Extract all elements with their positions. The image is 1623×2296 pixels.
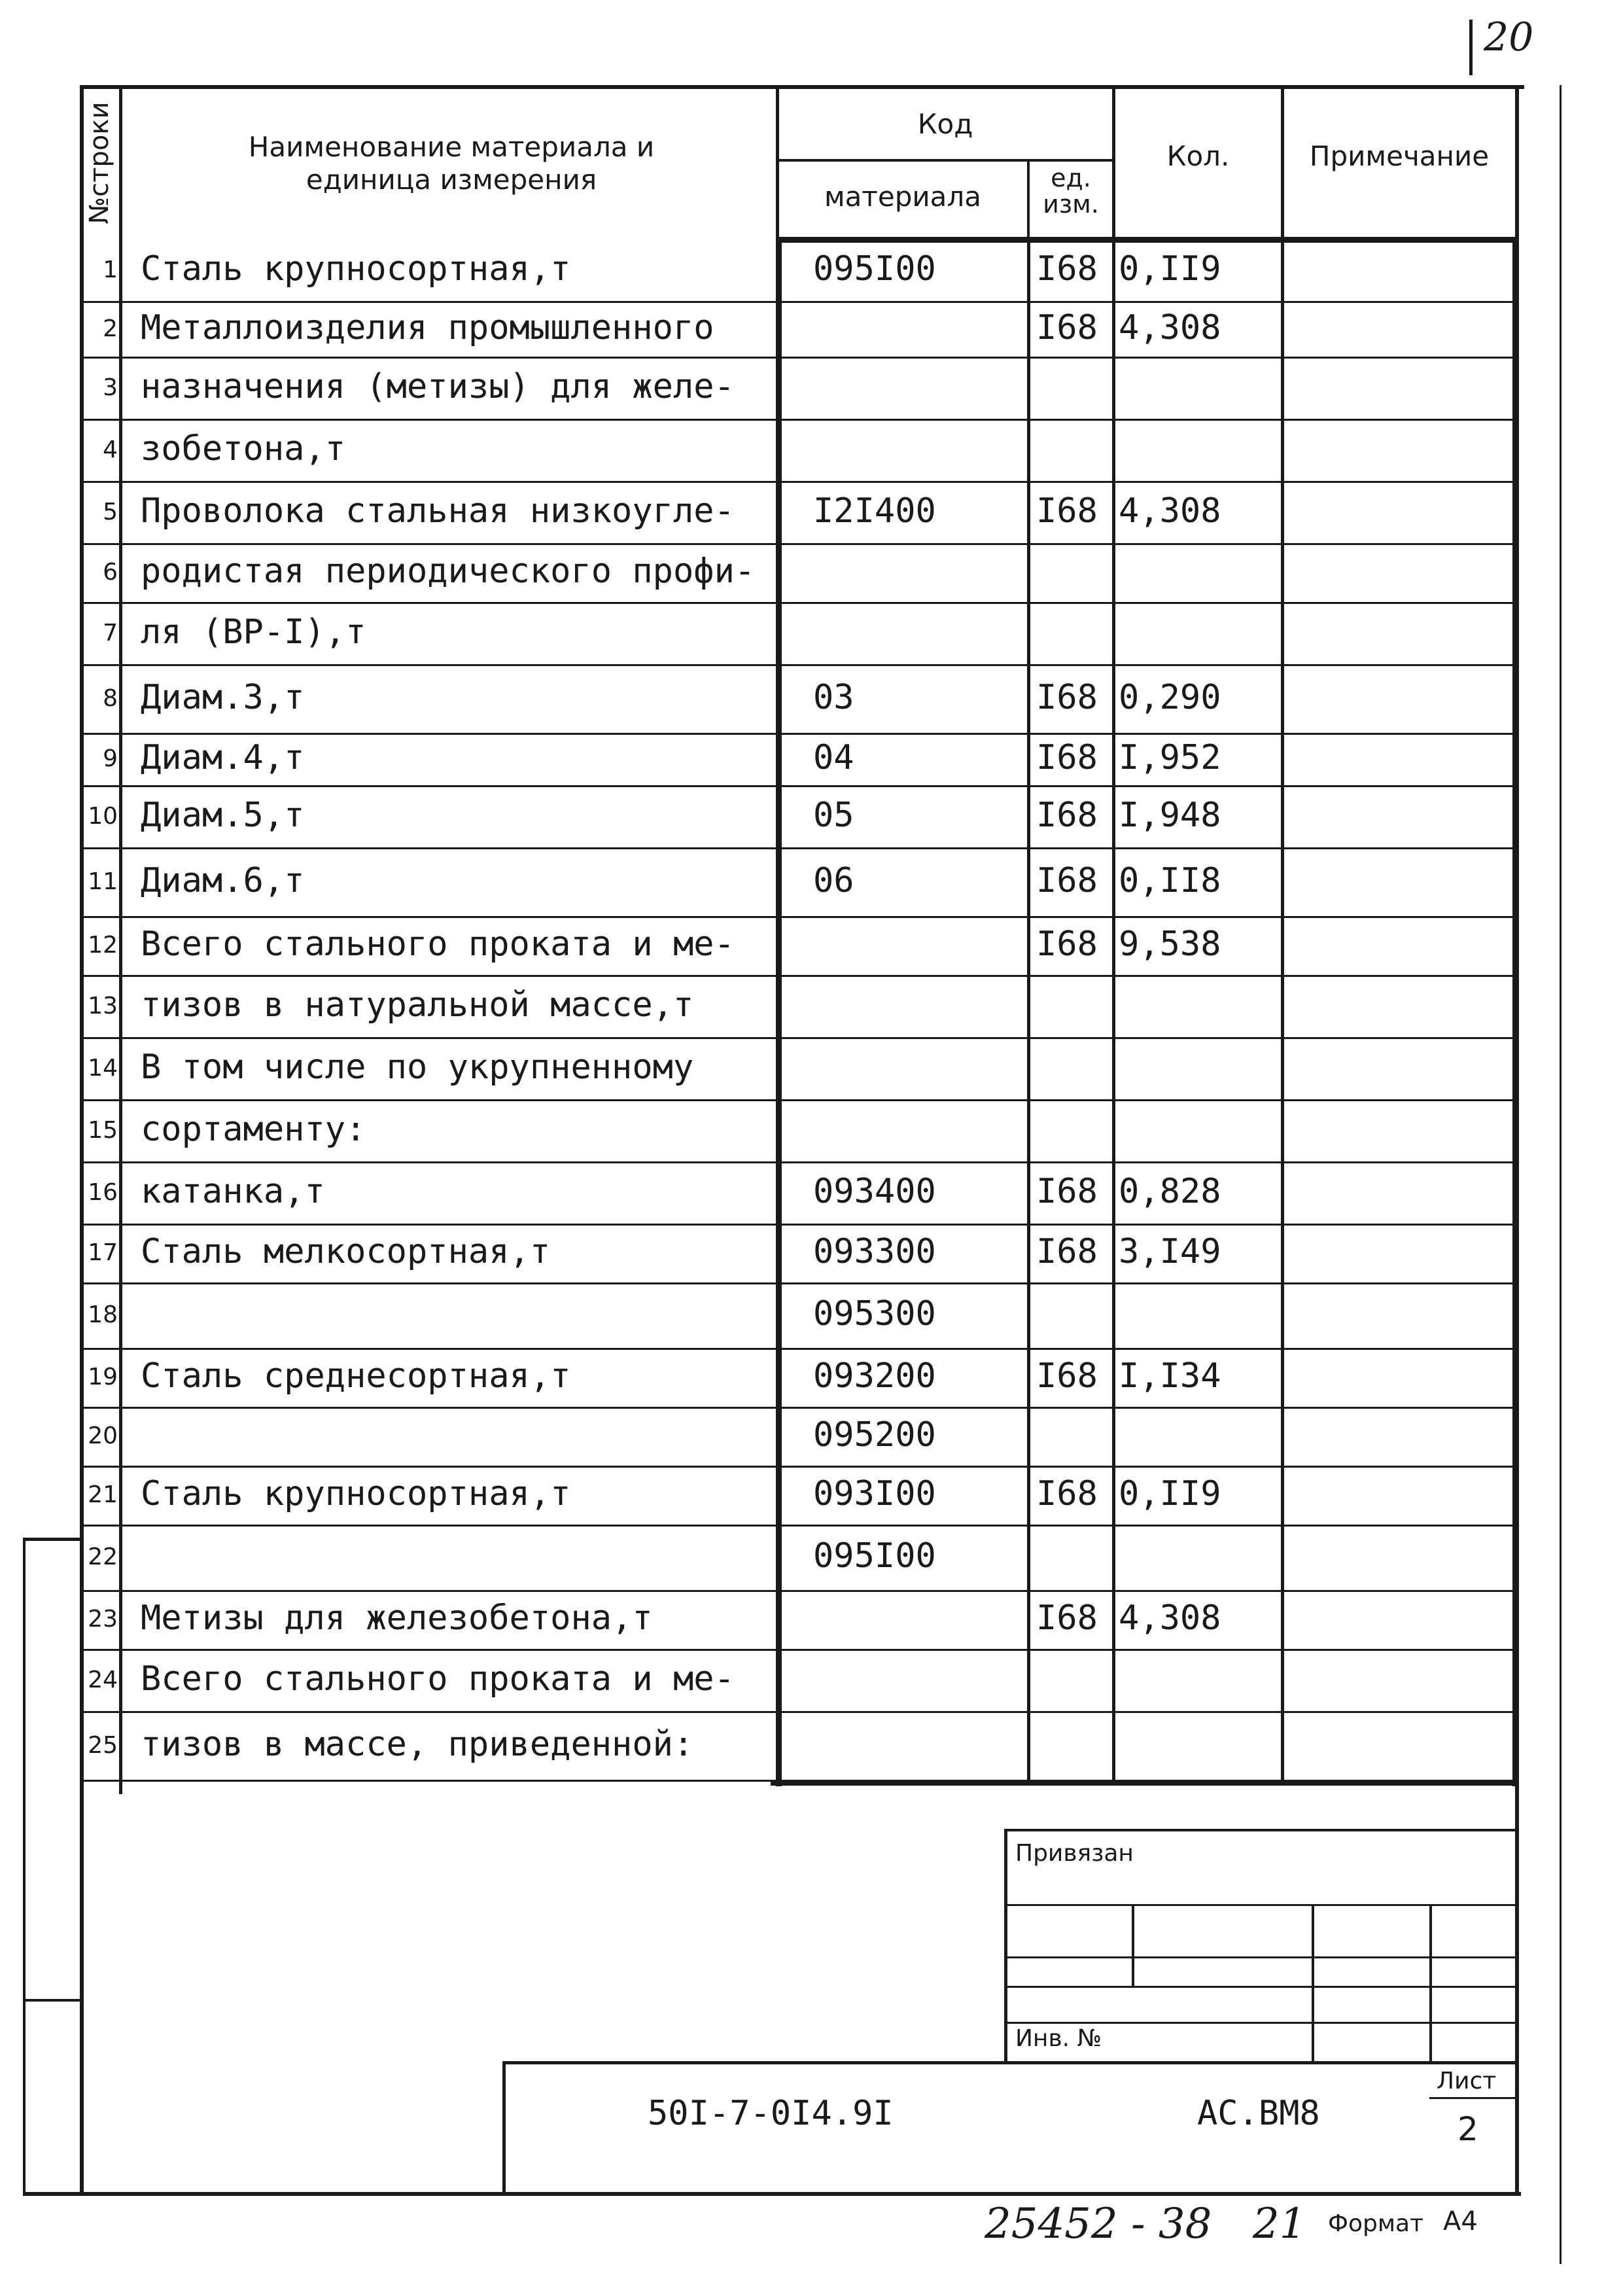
row-number: 9 [103, 745, 118, 772]
row-divider [84, 357, 1515, 359]
row-divider [84, 916, 1515, 918]
body-border-left [776, 237, 782, 1786]
row-divider [84, 664, 1515, 666]
row-number: 18 [88, 1301, 118, 1328]
row-number: 13 [88, 992, 118, 1019]
row-divider [84, 847, 1515, 849]
binding-strip-left [23, 1538, 26, 2195]
stamp-attached: Привязан [1015, 1840, 1134, 1867]
row-divider [84, 301, 1515, 303]
format-value: А4 [1443, 2206, 1478, 2236]
row-number: 17 [88, 1239, 118, 1266]
unit-code: I68 [1036, 1171, 1098, 1211]
header-row-no: №строки [84, 101, 114, 224]
page-edge-line [1560, 85, 1562, 2264]
row-number: 19 [88, 1364, 118, 1390]
material-code: 06 [813, 860, 854, 900]
material-name: родистая периодического профи- [141, 552, 756, 591]
header-name: Наименование материала и единица измерения [248, 131, 655, 196]
row-number: 11 [88, 868, 118, 895]
material-name: катанка,т [141, 1171, 325, 1211]
qty-col-line [1112, 239, 1115, 1780]
row-number: 22 [88, 1544, 118, 1570]
row-number: 15 [88, 1116, 118, 1144]
unit-code: I68 [1036, 925, 1098, 964]
stamp-row3 [1004, 1986, 1518, 1988]
row-number: 6 [103, 559, 118, 586]
row-divider [84, 543, 1515, 545]
material-name: тизов в массе, приведенной: [141, 1724, 694, 1764]
quantity: 4,308 [1119, 491, 1221, 531]
material-name: Диам.3,т [141, 677, 305, 717]
unit-code: I68 [1036, 1598, 1098, 1638]
frame-top [80, 85, 1524, 89]
row-divider [84, 1649, 1515, 1651]
material-name: Всего стального проката и ме- [141, 925, 735, 964]
material-code: 05 [813, 795, 854, 835]
unit-code: I68 [1036, 308, 1098, 347]
unit-code: I68 [1036, 860, 1098, 900]
unit-code: I68 [1036, 677, 1098, 717]
header-code-split [776, 159, 1114, 162]
unit-code: I68 [1036, 249, 1098, 289]
material-code: 095300 [813, 1294, 936, 1333]
row-divider [84, 419, 1515, 421]
row-number: 2 [103, 315, 118, 342]
row-number: 12 [88, 932, 118, 959]
row-number: 25 [88, 1731, 118, 1759]
quantity: 4,308 [1119, 1598, 1221, 1638]
binding-strip-mid [23, 1999, 83, 2002]
row-number: 21 [88, 1481, 118, 1508]
unit-code: I68 [1036, 1474, 1098, 1513]
quantity: I,952 [1119, 738, 1221, 777]
row-divider [84, 1466, 1515, 1468]
row-number: 7 [103, 619, 118, 646]
quantity: I,I34 [1119, 1356, 1221, 1396]
stamp-col2 [1312, 1904, 1314, 2064]
corner-divider [1469, 20, 1473, 75]
row-divider [84, 1099, 1515, 1101]
stamp-col1 [1132, 1904, 1134, 1986]
sheet-box-split [1429, 2097, 1518, 2099]
doc-code: 50I-7-0I4.9I [648, 2094, 894, 2133]
header-note: Примечание [1309, 140, 1490, 172]
row-divider [84, 1711, 1515, 1713]
doc-mark: АС.ВМ8 [1197, 2094, 1320, 2133]
header-code: Код [917, 108, 973, 140]
row-divider [84, 602, 1515, 604]
stamp-col3 [1429, 1904, 1432, 2064]
row-divider [84, 1282, 1515, 1284]
material-name: Проволока стальная низкоугле- [141, 491, 735, 531]
quantity: 0,828 [1119, 1171, 1221, 1211]
material-code: I2I400 [813, 491, 936, 531]
row-divider [84, 733, 1515, 735]
header-row-no-cell [80, 88, 119, 238]
unit-code: I68 [1036, 738, 1098, 777]
row-number: 3 [103, 374, 118, 401]
material-name: Металлоизделия промышленного [141, 308, 714, 347]
quantity: 9,538 [1119, 925, 1221, 964]
handwritten-page: 21 [1253, 2200, 1306, 2248]
handwritten-number: 25452 - 38 [985, 2200, 1212, 2248]
material-name: Диам.4,т [141, 738, 305, 777]
row-divider [84, 1525, 1515, 1527]
material-name: Метизы для железобетона,т [141, 1598, 653, 1638]
header-material: материала [824, 181, 981, 213]
material-name: сортаменту: [141, 1109, 366, 1149]
material-name: ля (ВР-I),т [141, 612, 366, 652]
body-border-top [776, 237, 1516, 243]
material-code: 04 [813, 738, 854, 777]
rownum-col-line [119, 85, 122, 1794]
material-code: 093I00 [813, 1474, 936, 1513]
material-name: Всего стального проката и ме- [141, 1659, 735, 1699]
sheet-label: Лист [1437, 2068, 1497, 2094]
quantity: 0,II9 [1119, 1474, 1221, 1513]
row-divider [84, 1348, 1515, 1350]
material-name: Сталь среднесортная,т [141, 1356, 571, 1396]
quantity: 3,I49 [1119, 1232, 1221, 1271]
material-code: 093200 [813, 1356, 936, 1396]
unit-code: I68 [1036, 795, 1098, 835]
row-divider [84, 975, 1515, 977]
row-number: 20 [88, 1422, 118, 1449]
row-number: 8 [103, 684, 118, 712]
row-divider [84, 1780, 1515, 1782]
material-code: 093300 [813, 1232, 936, 1271]
stamp-inv-no: Инв. № [1015, 2025, 1102, 2052]
row-number: 14 [88, 1054, 118, 1082]
material-code: 095I00 [813, 1536, 936, 1576]
unit-code: I68 [1036, 491, 1098, 531]
row-divider [84, 1037, 1515, 1039]
corner-sheet-mark: 20 [1484, 14, 1534, 60]
material-name: В том числе по укрупненному [141, 1047, 694, 1087]
binding-strip-top [23, 1538, 83, 1541]
row-number: 23 [88, 1606, 118, 1633]
material-name: Сталь мелкосортная,т [141, 1232, 551, 1271]
row-divider [84, 785, 1515, 787]
stamp-row2 [1004, 1956, 1518, 1958]
frame-bottom [23, 2192, 1521, 2196]
titleblock-left [502, 2061, 506, 2195]
row-divider [84, 1590, 1515, 1592]
material-name: Сталь крупносортная,т [141, 1474, 571, 1513]
row-divider [84, 1161, 1515, 1163]
row-number: 1 [103, 256, 118, 283]
material-name: зобетона,т [141, 429, 346, 468]
row-number: 4 [103, 436, 118, 463]
material-code: 095200 [813, 1415, 936, 1455]
row-number: 24 [88, 1666, 118, 1693]
stamp-row4 [1004, 2022, 1518, 2024]
row-number: 10 [88, 802, 118, 830]
row-divider [84, 481, 1515, 483]
note-col-line [1281, 239, 1284, 1780]
material-name: Диам.5,т [141, 795, 305, 835]
quantity: 4,308 [1119, 308, 1221, 347]
material-code: 095I00 [813, 249, 936, 289]
row-divider [84, 1224, 1515, 1226]
format-label: Формат [1328, 2210, 1424, 2237]
stamp-top [1004, 1829, 1518, 1831]
unit-code: I68 [1036, 1356, 1098, 1396]
quantity: 0,II8 [1119, 860, 1221, 900]
sheet-number: 2 [1457, 2110, 1478, 2148]
material-name: назначения (метизы) для желе- [141, 366, 735, 406]
quantity: I,948 [1119, 795, 1221, 835]
material-name: Диам.6,т [141, 860, 305, 900]
row-number: 5 [103, 498, 118, 525]
stamp-left [1004, 1829, 1007, 2064]
material-name: Сталь крупносортная,т [141, 249, 571, 289]
titleblock-top [502, 2061, 1518, 2064]
material-code: 093400 [813, 1171, 936, 1211]
row-number: 16 [88, 1178, 118, 1206]
quantity: 0,II9 [1119, 249, 1221, 289]
header-unit: ед. изм. [1043, 164, 1099, 219]
material-name: тизов в натуральной массе,т [141, 985, 694, 1025]
quantity: 0,290 [1119, 677, 1221, 717]
header-qty: Кол. [1166, 140, 1230, 172]
unit-col-line [1027, 239, 1030, 1780]
unit-code: I68 [1036, 1232, 1098, 1271]
material-code: 03 [813, 677, 854, 717]
body-border-right [1512, 237, 1518, 1786]
row-divider [84, 1407, 1515, 1409]
stamp-row1 [1004, 1904, 1518, 1906]
